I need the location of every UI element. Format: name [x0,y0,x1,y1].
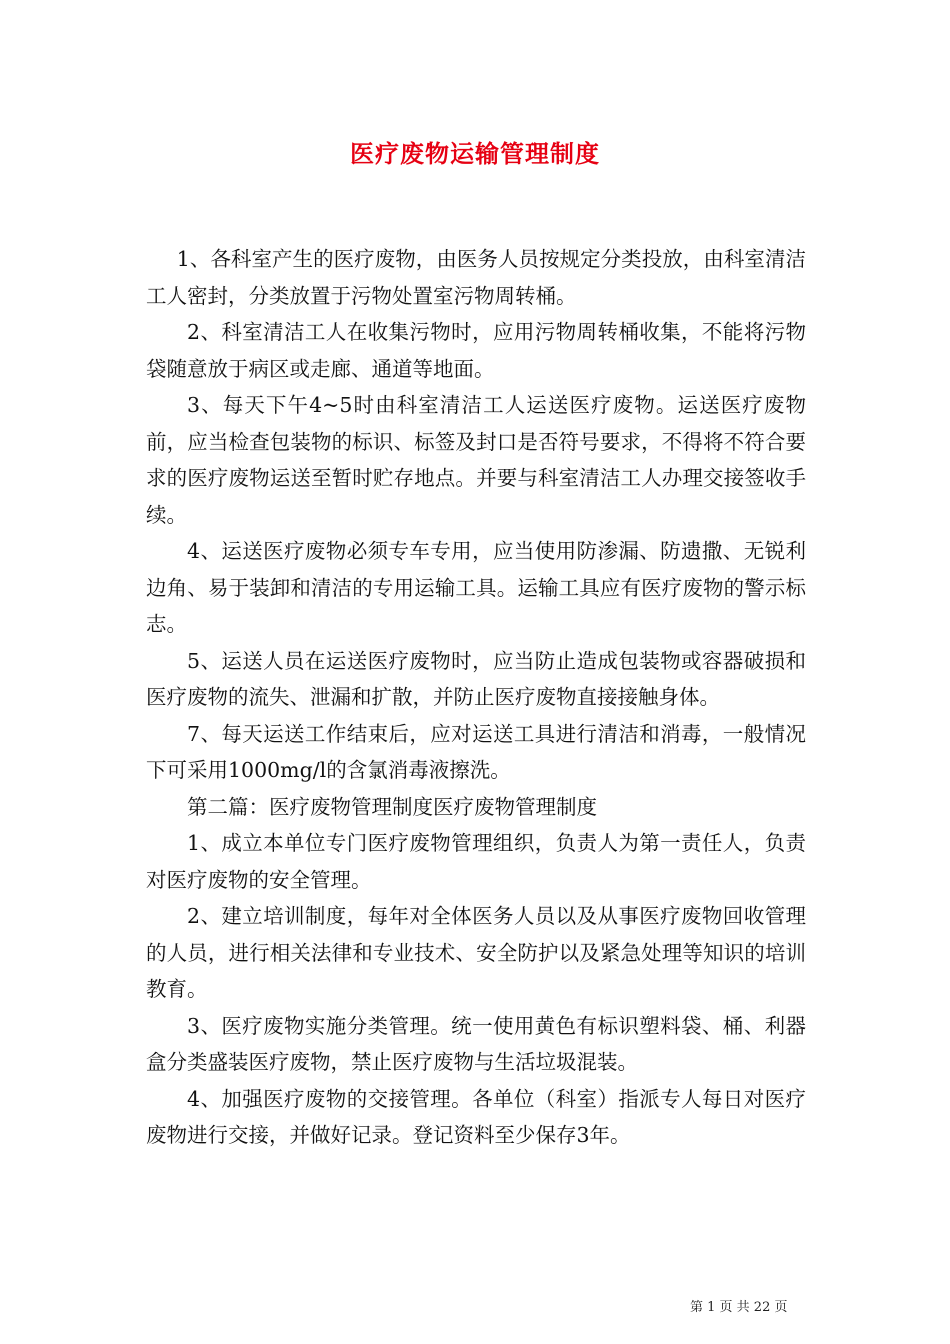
page-number: 第 1 页 共 22 页 [690,1300,788,1315]
section-heading: 第二篇：医疗废物管理制度医疗废物管理制度 [187,794,597,819]
paragraph: 3、每天下午4~5时由科室清洁工人运送医疗废物。运送医疗废物前，应当检查包装物的标识、标签及封口是否符号要求，不得将不符合要求的医疗废物运送至暂时贮存地点。并要与科室清洁工人办理交接签收手续。 [146,393,806,527]
paragraph: 2、科室清洁工人在收集污物时，应用污物周转桶收集，不能将污物袋随意放于病区或走廊、通道等地面。 [146,320,806,381]
document-body [146,241,806,1154]
paragraph: 1、成立本单位专门医疗废物管理组织，负责人为第一责任人，负责对医疗废物的安全管理。 [146,831,806,892]
paragraph: 3、医疗废物实施分类管理。统一使用黄色有标识塑料袋、桶、利器盒分类盛装医疗废物，禁止医疗废物与生活垃圾混装。 [146,1013,806,1074]
paragraph: 7、每天运送工作结束后，应对运送工具进行清洁和消毒，一般情况下可采用1000mg/l的含氯消毒液擦洗。 [146,721,806,782]
paragraph: 5、运送人员在运送医疗废物时，应当防止造成包装物或容器破损和医疗废物的流失、泄漏和扩散，并防止医疗废物直接接触身体。 [146,648,806,709]
paragraph: 1、各科室产生的医疗废物，由医务人员按规定分类投放，由科室清洁工人密封，分类放置于污物处置室污物周转桶。 [146,247,806,308]
paragraph: 4、运送医疗废物必须专车专用，应当使用防渗漏、防遗撒、无锐利边角、易于装卸和清洁的专用运输工具。运输工具应有医疗废物的警示标志。 [146,539,806,636]
paragraph: 4、加强医疗废物的交接管理。各单位（科室）指派专人每日对医疗废物进行交接，并做好记录。登记资料至少保存3年。 [146,1086,806,1147]
document-title: 医疗废物运输管理制度 [350,139,600,168]
paragraph: 2、建立培训制度，每年对全体医务人员以及从事医疗废物回收管理的人员，进行相关法律和专业技术、安全防护以及紧急处理等知识的培训教育。 [146,904,806,1001]
